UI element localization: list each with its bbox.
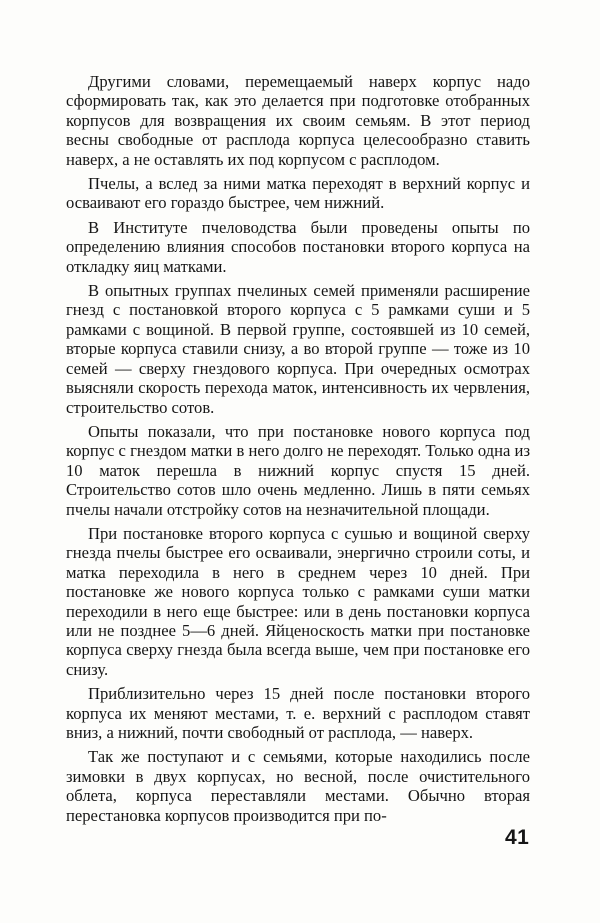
paragraph-8: Так же поступают и с семьями, которые находились после зимовки в двух корпусах, но весной, после очистительного облета, корпуса переставляли местами. Обычно вторая перестановка корпусов производится при по- <box>66 747 530 825</box>
page-number: 41 <box>505 826 530 849</box>
paragraph-6: При постановке второго корпуса с сушью и вощиной сверху гнезда пчелы быстрее его осваивали, энергично строили соты, и матка переходила в него в среднем через 10 дней. При постановке же нового корпуса только с рамками суши матки переходили в него еще быстрее: или в день постановки корпуса или не позднее 5—6 дней. Яйценоскость матки при постановке корпуса сверху гнезда была всегда выше, чем при постановке его снизу. <box>66 523 530 679</box>
body-text <box>66 72 530 830</box>
paragraph-2: Пчелы, а вслед за ними матка переходят в верхний корпус и осваивают его гораздо быстрее, чем нижний. <box>66 174 530 213</box>
paragraph-3: В Институте пчеловодства были проведены опыты по определению влияния способов постановки второго корпуса на откладку яиц матками. <box>66 217 530 276</box>
paragraph-1: Другими словами, перемещаемый наверх корпус надо сформировать так, как это делается при подготовке отобранных корпусов для возвращения их своим семьям. В этот период весны свободные от расплода корпуса целесообразно ставить наверх, а не оставлять их под корпусом с расплодом. <box>66 72 530 169</box>
paragraph-5: Опыты показали, что при постановке нового корпуса под корпус с гнездом матки в него долго не переходят. Только одна из 10 маток перешла в нижний корпус спустя 15 дней. Строительство сотов шло очень медленно. Лишь в пяти семьях пчелы начали отстройку сотов на незначительной площади. <box>66 421 530 519</box>
paragraph-4: В опытных группах пчелиных семей применяли расширение гнезд с постановкой второго корпуса с 5 рамками суши и 5 рамками с вощиной. В первой группе, состоявшей из 10 семей, вторые корпуса ставили снизу, а во второй группе — тоже из 10 семей — сверху гнездового корпуса. При очередных осмотрах выясняли скорость перехода маток, интенсивность их червления, строительство сотов. <box>66 281 530 417</box>
paragraph-7: Приблизительно через 15 дней после постановки второго корпуса их меняют местами, т. е. верхний с расплодом ставят вниз, а нижний, почти свободный от расплода, — наверх. <box>66 684 530 742</box>
